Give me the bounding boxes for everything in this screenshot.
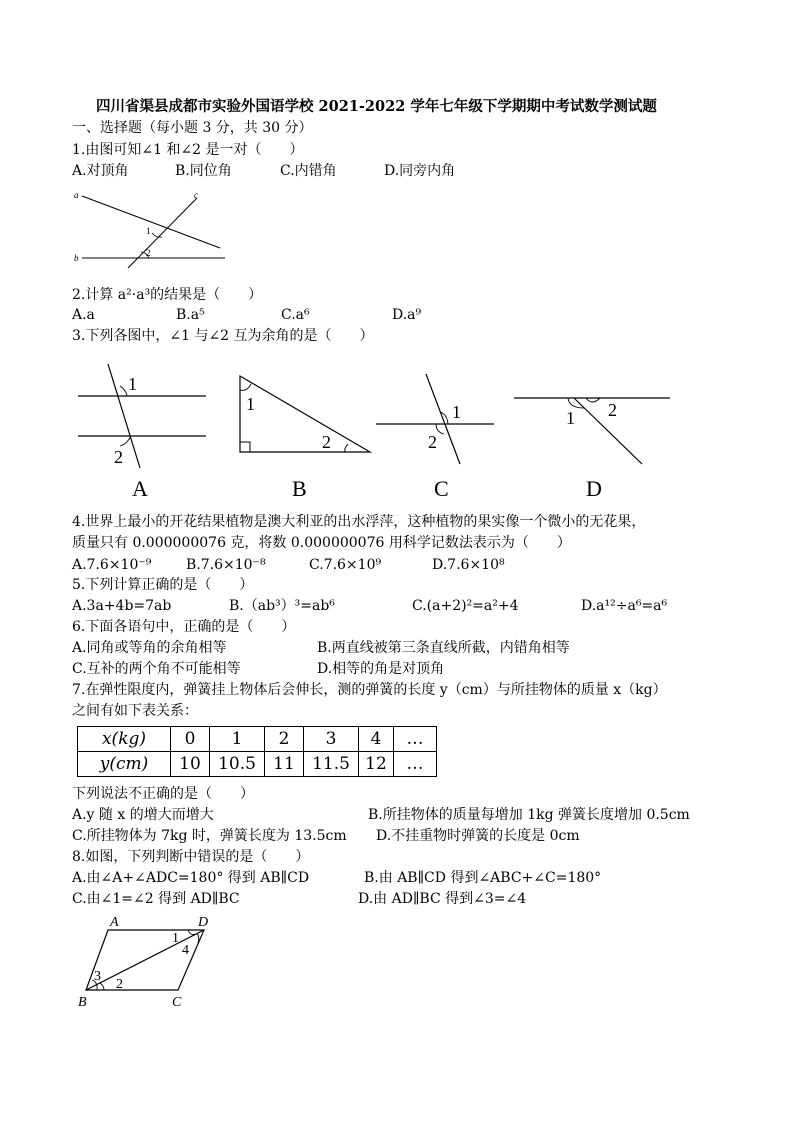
q3-stem: 3.下列各图中，∠1 与∠2 互为余角的是（ ） xyxy=(72,328,374,344)
svg-text:1: 1 xyxy=(246,394,255,414)
q2-option-c[interactable]: C.a⁶ xyxy=(281,307,310,323)
svg-text:A: A xyxy=(110,915,119,930)
table-cell: 11.5 xyxy=(304,752,359,777)
svg-text:c: c xyxy=(194,190,198,200)
q8-option-c[interactable]: C.由∠1=∠2 得到 AD∥BC xyxy=(72,891,240,907)
table-cell: 2 xyxy=(265,727,304,752)
q8-option-a[interactable]: A.由∠A+∠ADC=180° 得到 AB∥CD xyxy=(72,870,310,886)
svg-text:2: 2 xyxy=(146,248,151,258)
svg-text:1: 1 xyxy=(128,374,137,394)
svg-text:3: 3 xyxy=(94,969,101,984)
q6-stem: 6.下面各语句中，正确的是（ ） xyxy=(72,619,296,635)
q4-stem-line1: 4.世界上最小的开花结果植物是澳大利亚的出水浮萍，这种植物的果实像一个微小的无花果， xyxy=(72,514,646,530)
table-cell: … xyxy=(394,727,437,752)
q5-option-d[interactable]: D.a¹²÷a⁶=a⁶ xyxy=(581,598,668,614)
q6-option-b[interactable]: B.两直线被第三条直线所截，内错角相等 xyxy=(317,640,570,656)
table-cell: 10.5 xyxy=(210,752,265,777)
svg-text:1: 1 xyxy=(566,408,575,428)
q1-option-d[interactable]: D.同旁内角 xyxy=(384,163,456,179)
svg-text:1: 1 xyxy=(452,402,461,422)
q7-option-c[interactable]: C.所挂物体为 7kg 时，弹簧长度为 13.5cm xyxy=(72,828,347,844)
q5-option-c[interactable]: C.(a+2)²=a²+4 xyxy=(412,598,519,614)
table-cell: 0 xyxy=(171,727,210,752)
q7-option-b[interactable]: B.所挂物体的质量每增加 1kg 弹簧长度增加 0.5cm xyxy=(368,807,690,823)
table-cell: 4 xyxy=(359,727,394,752)
table-row xyxy=(78,727,437,752)
q7-option-a[interactable]: A.y 随 x 的增大而增大 xyxy=(72,807,214,823)
q4-option-c[interactable]: C.7.6×10⁹ xyxy=(309,557,382,573)
q7-stem-line2: 之间有如下表关系： xyxy=(72,703,198,719)
svg-text:D: D xyxy=(586,476,602,501)
svg-text:4: 4 xyxy=(182,943,189,958)
table-cell: 10 xyxy=(171,752,210,777)
svg-text:2: 2 xyxy=(608,400,617,420)
q6-option-c[interactable]: C.互补的两个角不可能相等 xyxy=(72,661,241,677)
q7-option-d[interactable]: D.不挂重物时弹簧的长度是 0cm xyxy=(376,828,580,844)
q1-option-b[interactable]: B.同位角 xyxy=(175,163,232,179)
q4-option-d[interactable]: D.7.6×10⁸ xyxy=(432,557,505,573)
svg-text:D: D xyxy=(198,915,209,930)
svg-text:A: A xyxy=(132,476,148,501)
svg-text:b: b xyxy=(74,253,79,263)
q1-option-a[interactable]: A.对顶角 xyxy=(72,163,129,179)
q5-option-a[interactable]: A.3a+4b=7ab xyxy=(72,598,172,614)
q2-option-b[interactable]: B.a⁵ xyxy=(176,307,205,323)
table-cell: 12 xyxy=(359,752,394,777)
svg-text:2: 2 xyxy=(116,977,123,992)
table-header-x: x(kg) xyxy=(78,727,171,752)
q3-figure-b xyxy=(230,360,380,500)
svg-text:1: 1 xyxy=(146,226,151,236)
svg-text:2: 2 xyxy=(114,447,123,467)
q4-stem-line2: 质量只有 0.000000076 克，将数 0.000000076 用科学记数法表示为（ ） xyxy=(72,535,571,551)
q5-option-b[interactable]: B.（ab³）³=ab⁶ xyxy=(229,598,335,614)
table-cell: 1 xyxy=(210,727,265,752)
q3-figure-a xyxy=(78,360,208,500)
q4-option-a[interactable]: A.7.6×10⁻⁹ xyxy=(72,557,152,573)
q3-figure-c xyxy=(376,360,496,500)
page-title: 四川省渠县成都市实验外国语学校 2021-2022 学年七年级下学期期中考试数学测试题 xyxy=(96,98,657,115)
svg-text:2: 2 xyxy=(428,432,437,452)
q8-option-d[interactable]: D.由 AD∥BC 得到∠3=∠4 xyxy=(358,891,527,907)
q7-data-table xyxy=(77,726,437,777)
q4-option-b[interactable]: B.7.6×10⁻⁸ xyxy=(186,557,266,573)
q6-option-d[interactable]: D.相等的角是对顶角 xyxy=(317,661,445,677)
table-cell: 3 xyxy=(304,727,359,752)
svg-text:a: a xyxy=(74,190,79,200)
q1-stem: 1.由图可知∠1 和∠2 是一对（ ） xyxy=(72,142,304,158)
table-header-y: y(cm) xyxy=(78,752,171,777)
svg-text:2: 2 xyxy=(322,432,331,452)
table-cell: … xyxy=(394,752,437,777)
q2-stem: 2.计算 a²·a³的结果是（ ） xyxy=(72,287,263,303)
svg-text:B: B xyxy=(78,995,87,1010)
q2-option-d[interactable]: D.a⁹ xyxy=(392,307,422,323)
section-heading: 一、选择题（每小题 3 分，共 30 分） xyxy=(72,120,313,136)
svg-text:B: B xyxy=(292,476,307,501)
q1-option-c[interactable]: C.内错角 xyxy=(280,163,337,179)
q7-stem-line3: 下列说法不正确的是（ ） xyxy=(72,786,254,802)
q3-figure-d xyxy=(514,360,674,500)
q8-option-b[interactable]: B.由 AB∥CD 得到∠ABC+∠C=180° xyxy=(364,870,602,886)
q2-option-a[interactable]: A.a xyxy=(72,307,95,323)
svg-text:1: 1 xyxy=(172,931,179,946)
q8-stem: 8.如图，下列判断中错误的是（ ） xyxy=(72,849,310,865)
svg-text:C: C xyxy=(434,476,449,501)
table-row xyxy=(78,752,437,777)
table-cell: 11 xyxy=(265,752,304,777)
q8-figure-parallelogram xyxy=(76,912,226,1012)
q7-stem-line1: 7.在弹性限度内，弹簧挂上物体后会伸长，测的弹簧的长度 y（cm）与所挂物体的质量 x（kg） xyxy=(72,682,667,698)
q6-option-a[interactable]: A.同角或等角的余角相等 xyxy=(72,640,227,656)
svg-text:C: C xyxy=(172,995,182,1010)
q5-stem: 5.下列计算正确的是（ ） xyxy=(72,577,254,593)
q1-figure xyxy=(70,186,230,268)
